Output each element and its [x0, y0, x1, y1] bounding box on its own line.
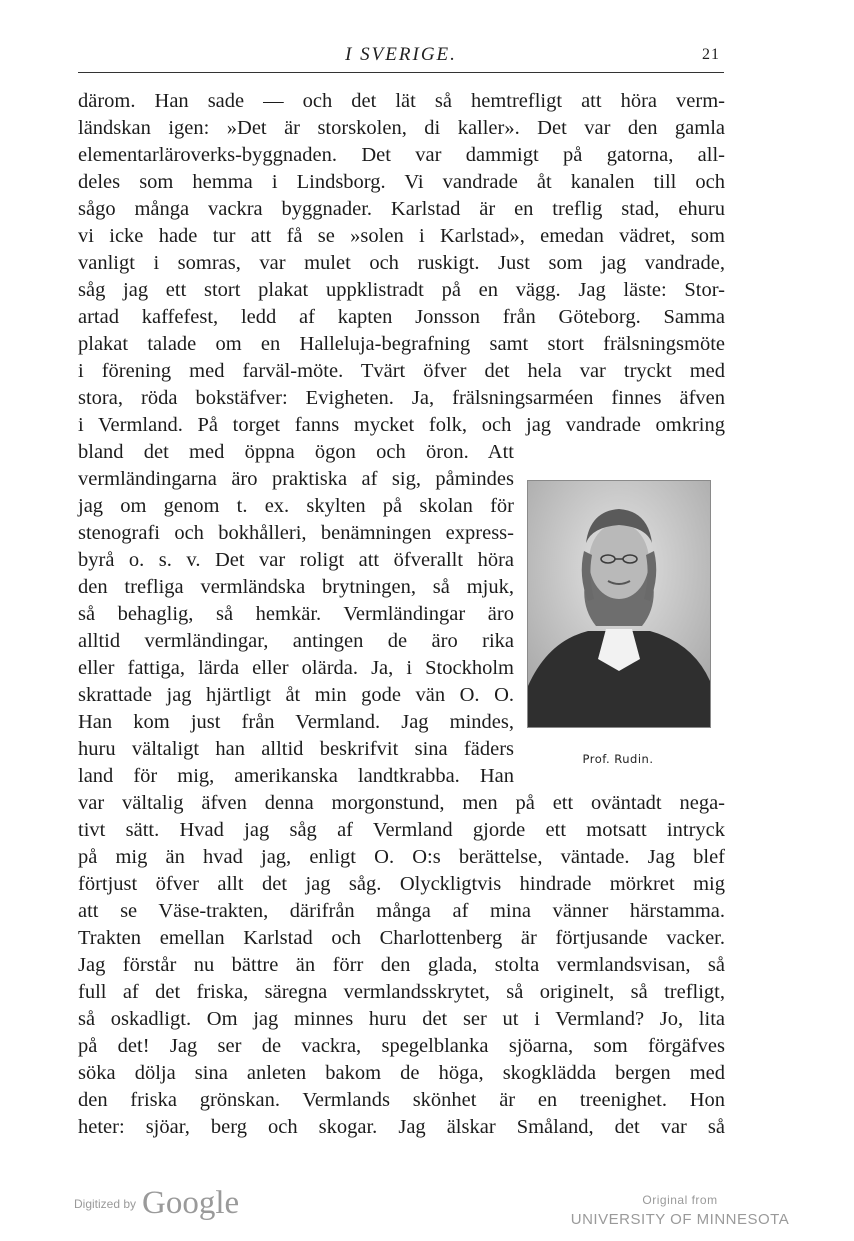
digitized-by-footer: [74, 1185, 239, 1225]
text-line: jag om genom t. ex. skylten på skolan för: [78, 495, 514, 517]
text-line: sågo många vackra byggnader. Karlstad är en treflig stad, ehuru: [78, 198, 725, 220]
institution-name: UNIVERSITY OF MINNESOTA: [570, 1211, 790, 1228]
text-line: i förening med farväl-möte. Tvärt öfver det hela var tryckt med: [78, 360, 725, 382]
text-line: att se Väse-trakten, därifrån många af mina vänner härstamma.: [78, 900, 725, 922]
text-line: söka dölja sina anleten bakom de höga, skogklädda bergen med: [78, 1062, 725, 1084]
text-line: ländskan igen: »Det är storskolen, di kaller». Det var den gamla: [78, 117, 725, 139]
digitized-label: Digitized by: [74, 1196, 137, 1211]
text-line: alltid vermländingar, antingen de äro rika: [78, 630, 514, 652]
text-line: tivt sätt. Hvad jag såg af Vermland gjorde ett motsatt intryck: [78, 819, 725, 841]
text-line: elementarläroverks-byggnaden. Det var dammigt på gatorna, all-: [78, 144, 725, 166]
source-footer: [560, 1193, 800, 1228]
text-line: land för mig, amerikanska landtkrabba. Han: [78, 765, 514, 787]
text-line: vi icke hade tur att få se »solen i Karlstad», emedan vädret, som: [78, 225, 725, 247]
text-line: heter: sjöar, berg och skogar. Jag älskar Småland, det var så: [78, 1116, 725, 1138]
text-line: så oskadligt. Om jag minnes huru det ser ut i Vermland? Jo, lita: [78, 1008, 725, 1030]
text-line: den friska grönskan. Vermlands skönhet är en treenighet. Hon: [78, 1089, 725, 1111]
figure-caption: Prof. Rudin.: [582, 752, 654, 766]
text-line: huru vältaligt han alltid beskrifvit sina fäders: [78, 738, 514, 760]
text-line: deles som hemma i Lindsborg. Vi vandrade åt kanalen till och: [78, 171, 725, 193]
text-line: vermländingarna äro praktiska af sig, påmindes: [78, 468, 514, 490]
text-line: full af det friska, säregna vermlandsskrytet, så originelt, så trefligt,: [78, 981, 725, 1003]
text-line: stenografi och bokhålleri, benämningen express-: [78, 522, 514, 544]
original-from-label: Original from: [642, 1193, 718, 1207]
text-line: på det! Jag ser de vackra, spegelblanka sjöarna, som förgäfves: [78, 1035, 725, 1057]
text-line: var vältalig äfven denna morgonstund, men på ett oväntadt nega-: [78, 792, 725, 814]
running-title: I SVERIGE.: [345, 44, 457, 65]
text-line: skrattade jag hjärtligt åt min gode vän O. O.: [78, 684, 514, 706]
page-header: [78, 38, 724, 73]
text-line: Han kom just från Vermland. Jag mindes,: [78, 711, 514, 733]
text-line: förtjust öfver allt det jag såg. Olyckligtvis hindrade mörkret mig: [78, 873, 725, 895]
text-line: Jag förstår nu bättre än förr den glada, stolta vermlandsvisan, så: [78, 954, 725, 976]
text-line: den trefliga vermländska brytningen, så mjuk,: [78, 576, 514, 598]
text-line: plakat talade om en Halleluja-begrafning samt stort frälsningsmöte: [78, 333, 725, 355]
text-line: eller fattiga, lärda eller olärda. Ja, i Stockholm: [78, 657, 514, 679]
text-line: Trakten emellan Karlstad och Charlottenberg är förtjusande vacker.: [78, 927, 725, 949]
text-line: på mig än hvad jag, enligt O. O:s berättelse, väntade. Jag blef: [78, 846, 725, 868]
google-logo: Google: [142, 1185, 240, 1221]
text-line: byrå o. s. v. Det var roligt att öfverallt höra: [78, 549, 514, 571]
portrait-photo: [527, 480, 711, 728]
portrait-image: [528, 481, 710, 727]
text-line: artad kaffefest, ledd af kapten Jonsson från Göteborg. Samma: [78, 306, 725, 328]
text-line: därom. Han sade — och det lät så hemtrefligt att höra verm-: [78, 90, 725, 112]
text-line: så behaglig, så hemkär. Vermländingar äro: [78, 603, 514, 625]
text-line: stora, röda bokstäfver: Evigheten. Ja, frälsningsarméen finnes äfven: [78, 387, 725, 409]
text-line: bland det med öppna ögon och öron. Att: [78, 441, 514, 463]
text-line: vanligt i somras, var mulet och ruskigt. Just som jag vandrade,: [78, 252, 725, 274]
text-line: i Vermland. På torget fanns mycket folk, och jag vandrade omkring: [78, 414, 725, 436]
text-line: såg jag ett stort plakat uppklistradt på en vägg. Jag läste: Stor-: [78, 279, 725, 301]
page-number: 21: [702, 46, 720, 63]
